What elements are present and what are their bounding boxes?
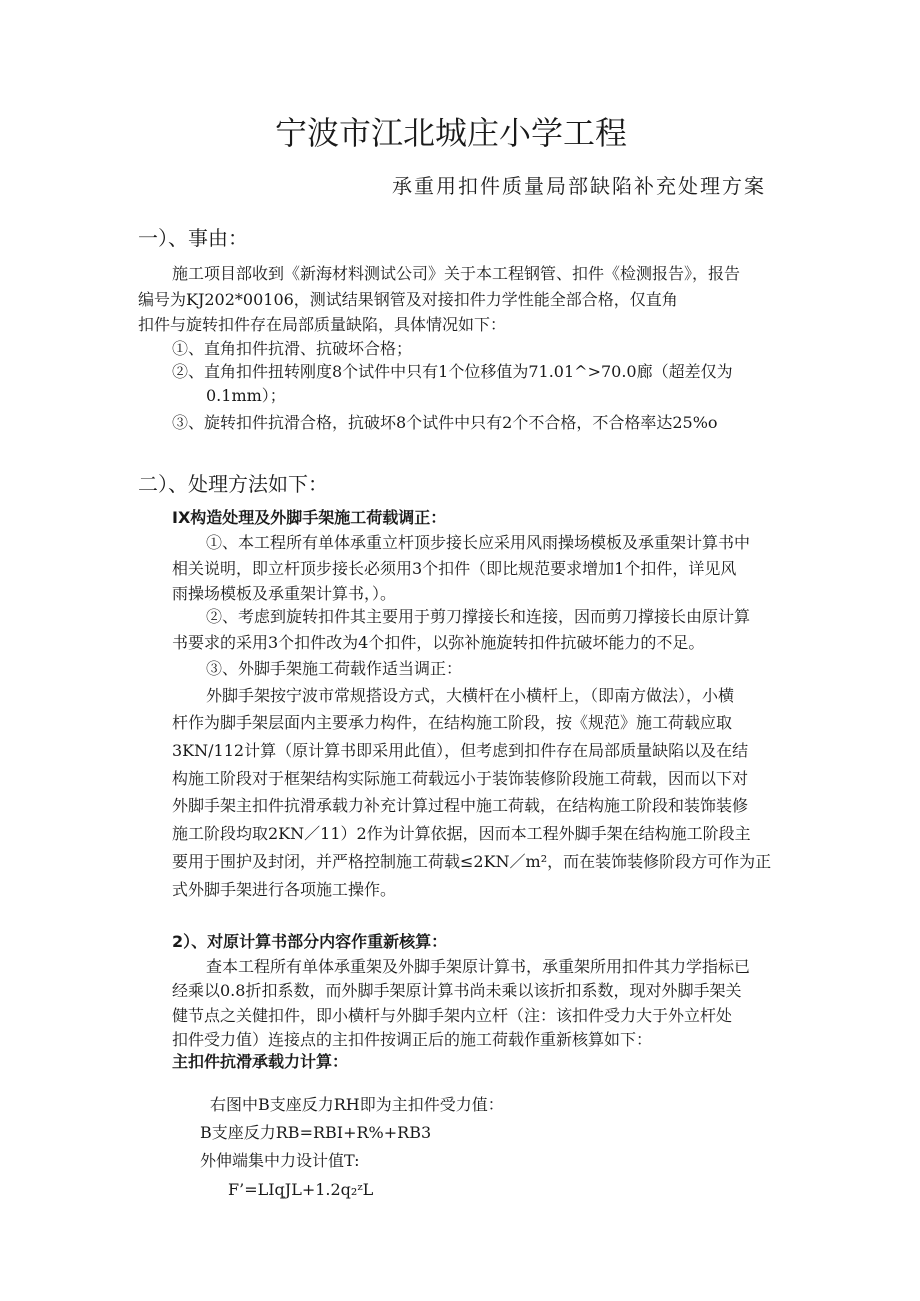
reason-line: 编号为KJ202*00106，测试结果钢管及对接扣件力学性能全部合格，仅直角 — [138, 290, 678, 309]
method-line: ③、外脚手架施工荷载作适当调正： — [206, 659, 463, 678]
subsection-heading-recalculation: 2）、对原计算书部分内容作重新核算： — [172, 932, 448, 951]
method-line: 要用于围护及封闭，并严格控制施工荷载≤2KN／m²，而在装饰装修阶段方可作为正 — [172, 852, 772, 871]
method-line: 相关说明，即立杆顶步接长必须用3个扣件（即比规范要求增加1个扣件，详见风 — [172, 559, 737, 578]
reason-item: ①、直角扣件抗滑、抗破坏合格； — [172, 339, 413, 358]
method-line: 构施工阶段对于框架结构实际施工荷载远小于装饰装修阶段施工荷载，因而以下对 — [172, 769, 749, 788]
method-line: 外脚手架按宁波市常规搭设方式，大横杆在小横杆上，（即南方做法），小横 — [206, 686, 735, 705]
recalc-line: 查本工程所有单体承重架及外脚手架原计算书，承重架所用扣件其力学指标已 — [206, 957, 751, 976]
calc-formula: F’=LIqJL+1.2q₂ᶻL — [228, 1180, 374, 1199]
recalc-line: 经乘以0.8折扣系数，而外脚手架原计算书尚未乘以该折扣系数，现对外脚手架关 — [172, 981, 742, 1000]
method-line: 杆作为脚手架层面内主要承力构件，在结构施工阶段，按《规范》施工荷载应取 — [172, 713, 733, 732]
reason-line: 扣件与旋转扣件存在局部质量缺陷，具体情况如下： — [138, 315, 507, 334]
recalc-line: 健节点之关健扣件，即小横杆与外脚手架内立杆（注：该扣件受力大于外立杆处 — [172, 1006, 733, 1025]
calc-line: 右图中B支座反力RH即为主扣件受力值： — [210, 1095, 504, 1114]
method-line: 3KN∕112计算（原计算书即采用此值），但考虑到扣件存在局部质量缺陷以及在结 — [172, 741, 749, 760]
method-line: 书要求的采用3个扣件改为4个扣件，以弥补施旋转扣件抗破坏能力的不足。 — [172, 633, 705, 652]
method-line: 外脚手架主扣件抗滑承载力补充计算过程中施工荷载，在结构施工阶段和装饰装修 — [172, 796, 749, 815]
document-subtitle: 承重用扣件质量局部缺陷补充处理方案 — [392, 174, 766, 198]
calc-heading: 主扣件抗滑承载力计算： — [172, 1052, 349, 1071]
method-line: ①、本工程所有单体承重立杆顶步接长应采用风雨操场模板及承重架计算书中 — [206, 533, 751, 552]
reason-line: 施工项目部收到《新海材料测试公司》关于本工程钢管、扣件《检测报告》，报告 — [172, 264, 741, 283]
method-line: 式外脚手架进行各项施工操作。 — [172, 880, 397, 899]
section-heading-method: 二）、处理方法如下： — [138, 472, 328, 496]
reason-item: ③、旋转扣件抗滑合格，抗破坏8个试件中只有2个不合格，不合格率达25%o — [172, 413, 718, 432]
method-line: 雨操场模板及承重架计算书，）。 — [172, 584, 397, 603]
reason-item-continued: 0.1mm）； — [206, 386, 286, 405]
recalc-line: 扣件受力值）连接点的主扣件按调正后的施工荷载作重新核算如下： — [172, 1030, 653, 1049]
method-line: ②、考虑到旋转扣件其主要用于剪刀撑接长和连接，因而剪刀撑接长由原计算 — [206, 607, 751, 626]
subsection-heading-construction: IX构造处理及外脚手架施工荷载调正： — [172, 508, 447, 527]
reason-item: ②、直角扣件扭转刚度8个试件中只有1个位移值为71.01^>70.0廊（超差仅为 — [172, 362, 733, 381]
calc-formula: B支座反力RB=RBI+R%+RB3 — [200, 1123, 432, 1142]
method-line: 施工阶段均取2KN／11）2作为计算依据，因而本工程外脚手架在结构施工阶段主 — [172, 824, 751, 843]
section-heading-reason: 一）、事由： — [138, 226, 248, 250]
calc-line: 外伸端集中力设计值T: — [200, 1151, 360, 1170]
document-title: 宁波市江北城庄小学工程 — [275, 114, 628, 152]
